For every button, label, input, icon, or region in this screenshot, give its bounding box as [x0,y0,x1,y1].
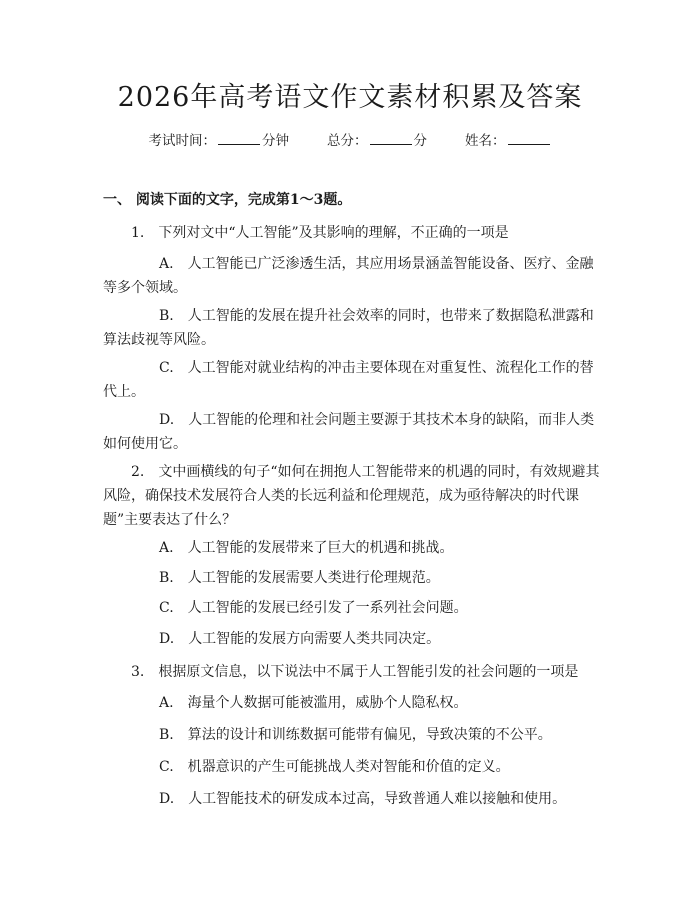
question-2-option-d [103,627,600,651]
option-text: 人工智能技术的研发成本过高，导致普通人难以接触和使用。 [188,791,567,807]
option-text: 算法的设计和训练数据可能带有偏见，导致决策的不公平。 [187,727,552,743]
option-text: 人工智能的发展带来了巨大的机遇和挑战。 [187,540,454,556]
question-3-option-c [103,755,600,779]
option-letter: D. [159,412,175,428]
question-number: 1. [131,225,145,241]
option-letter: A. [159,540,174,556]
option-text: 人工智能的伦理和社会问题主要源于其技术本身的缺陷，而非人类如何使用它。 [103,412,595,452]
page-title: 2026年高考语文作文素材积累及答案 [117,82,583,113]
option-letter: B. [159,727,174,743]
question-2 [103,460,600,532]
score-label: 总分： [327,133,368,149]
question-2-option-b [103,566,600,590]
option-letter: D. [159,791,175,807]
option-text: 人工智能的发展方向需要人类共同决定。 [188,631,441,647]
option-text: 人工智能的发展在提升社会效率的同时，也带来了数据隐私泄露和算法歧视等风险。 [103,308,594,348]
option-letter: A. [159,695,174,711]
question-stem: 文中画横线的句子“如何在拥抱人工智能带来的机遇的同时，有效规避其风险，确保技术发展符合人类的长远利益和伦理规范，成为亟待解决的时代课题”主要表达了什么？ [103,464,600,528]
question-3-option-d [103,787,600,811]
option-text: 人工智能的发展需要人类进行伦理规范。 [187,570,440,586]
question-3-option-b [103,723,600,747]
option-letter: C. [159,600,174,616]
question-2-option-a [103,536,600,560]
option-letter: C. [159,360,174,376]
question-1-option-b [103,304,600,352]
name-label: 姓名： [465,133,506,149]
section-heading: 一、 阅读下面的文字，完成第1～3题。 [103,192,352,208]
time-unit: 分钟 [262,133,289,149]
option-letter: C. [159,759,174,775]
option-text: 人工智能已广泛渗透生活，其应用场景涵盖智能设备、医疗、金融等多个领域。 [103,256,594,296]
name-blank [508,130,550,145]
question-1-option-c [103,356,600,404]
option-text: 人工智能的发展已经引发了一系列社会问题。 [187,600,468,616]
question-stem: 根据原文信息，以下说法中不属于人工智能引发的社会问题的一项是 [158,664,579,680]
option-text: 机器意识的产生可能挑战人类对智能和价值的定义。 [187,759,510,775]
question-1-option-d [103,408,600,456]
score-unit: 分 [413,133,427,149]
question-number: 2. [131,464,145,480]
question-stem: 下列对文中“人工智能”及其影响的理解，不正确的一项是 [158,225,509,241]
option-letter: A. [159,256,174,272]
option-text: 海量个人数据可能被滥用，威胁个人隐私权。 [187,695,468,711]
exam-info-line [0,130,700,151]
option-letter: D. [159,631,175,647]
question-number: 3. [131,664,145,680]
option-text: 人工智能对就业结构的冲击主要体现在对重复性、流程化工作的替代上。 [103,360,594,400]
question-3 [103,660,600,684]
score-blank [370,130,412,145]
question-3-option-a [103,691,600,715]
question-1-option-a [103,252,600,300]
time-label: 考试时间： [148,133,216,149]
option-letter: B. [159,308,174,324]
option-letter: B. [159,570,174,586]
time-blank [218,130,260,145]
question-1 [103,221,600,245]
question-2-option-c [103,596,600,620]
